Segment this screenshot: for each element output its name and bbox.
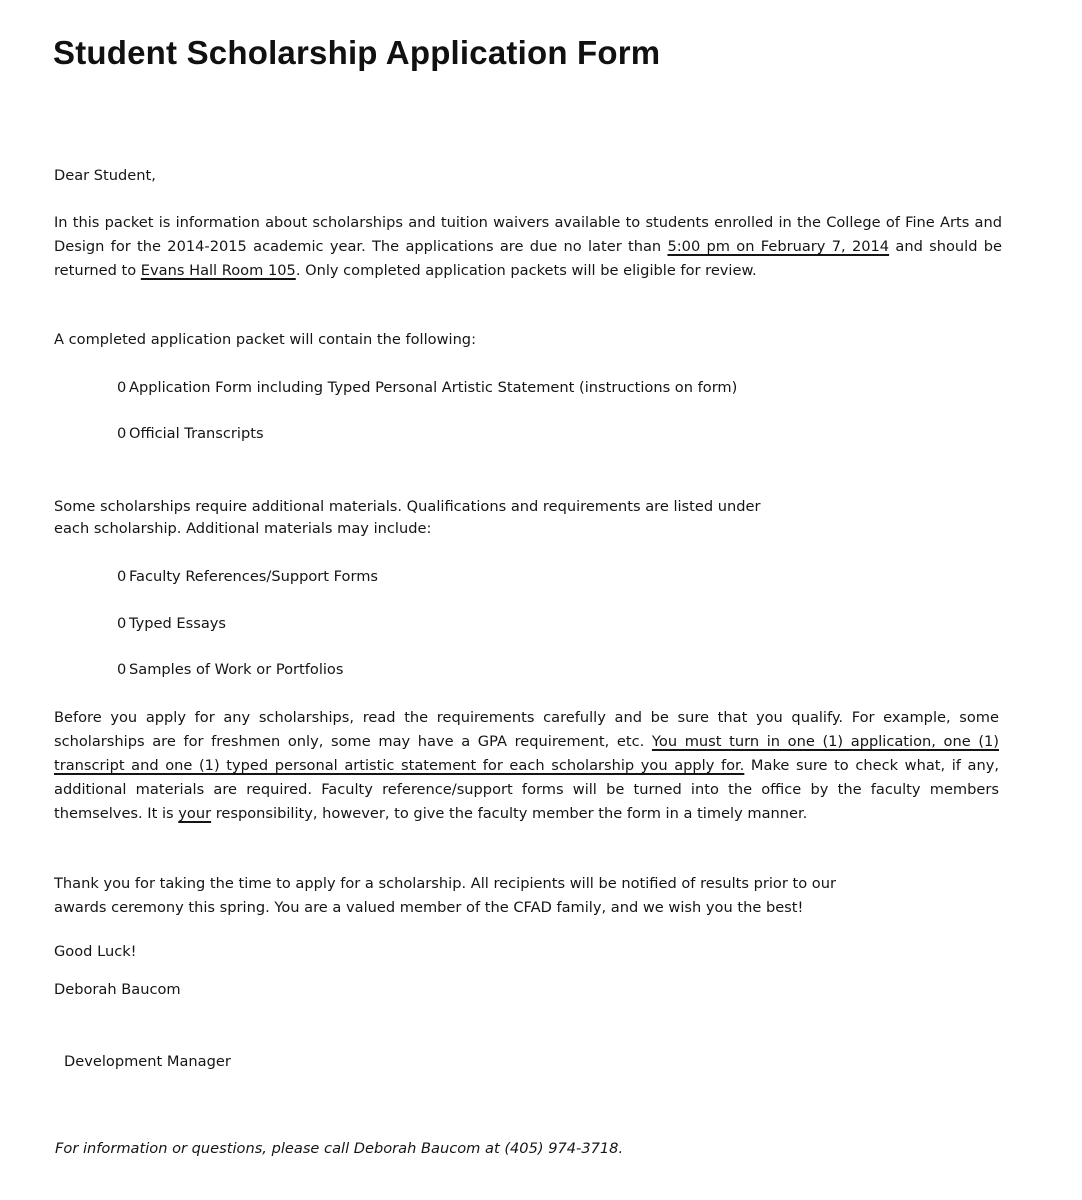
page-title: Student Scholarship Application Form	[53, 34, 661, 71]
location-text: Evans Hall Room 105	[140, 262, 296, 279]
packet-item-label: Application Form including Typed Personal Artistic Statement (instructions on form)	[129, 379, 738, 396]
requirements-emphasis: You must turn in one (1) application, one (1) transcript and one (1) typed personal artistic statement for each scholarship you apply for.	[54, 733, 999, 774]
greeting: Dear Student,	[54, 167, 156, 184]
thanks-line-2: awards ceremony this spring. You are a valued member of the CFAD family, and we wish you the best!	[54, 899, 804, 916]
requirements-text-2: Make sure to check what, if any, additional materials are required. Faculty reference/support forms will be turned into the office by the faculty members themselves. It is	[54, 757, 999, 822]
requirements-text-3: responsibility, however, to give the faculty member the form in a timely manner.	[211, 805, 808, 822]
requirements-your: your	[178, 805, 212, 822]
signer-title: Development Manager	[64, 1053, 231, 1070]
signer-name: Deborah Baucom	[54, 981, 181, 998]
bullet-marker: 0	[117, 615, 127, 632]
additional-item	[117, 658, 343, 682]
additional-item	[117, 612, 226, 636]
deadline-text: 5:00 pm on February 7, 2014	[667, 238, 890, 255]
packet-intro: A completed application packet will contain the following:	[54, 331, 476, 348]
bullet-marker: 0	[117, 379, 127, 396]
packet-item-label: Official Transcripts	[129, 425, 264, 442]
intro-text-1: In this packet is information about scholarships and tuition waivers available to students enrolled in the College of Fine Arts and Design for the 2014-2015 academic year. The applications are due no later than	[54, 214, 1002, 255]
bullet-marker: 0	[117, 568, 127, 585]
additional-item-label: Typed Essays	[129, 615, 227, 632]
thanks-line-1: Thank you for taking the time to apply for a scholarship. All recipients will be notified of results prior to our	[54, 875, 836, 892]
contact-footer: For information or questions, please call Deborah Baucom at (405) 974-3718.	[55, 1139, 624, 1157]
additional-intro-line-1: Some scholarships require additional materials. Qualifications and requirements are listed under	[54, 498, 761, 515]
intro-paragraph	[54, 211, 1002, 283]
intro-text-2: and should be returned to	[54, 238, 1003, 279]
additional-item	[117, 565, 378, 589]
packet-item	[117, 422, 264, 446]
requirements-paragraph	[54, 706, 999, 826]
closing: Good Luck!	[54, 943, 137, 960]
bullet-marker: 0	[117, 661, 127, 678]
additional-item-label: Samples of Work or Portfolios	[129, 661, 344, 678]
packet-item	[117, 376, 737, 400]
intro-text-3: . Only completed application packets will be eligible for review.	[295, 262, 757, 279]
additional-intro-line-2: each scholarship. Additional materials may include:	[54, 520, 432, 537]
bullet-marker: 0	[117, 425, 127, 442]
requirements-text-1: Before you apply for any scholarships, read the requirements carefully and be sure that you qualify. For example, some scholarships are for freshmen only, some may have a GPA requirement, etc.	[54, 709, 999, 750]
additional-item-label: Faculty References/Support Forms	[129, 568, 379, 585]
